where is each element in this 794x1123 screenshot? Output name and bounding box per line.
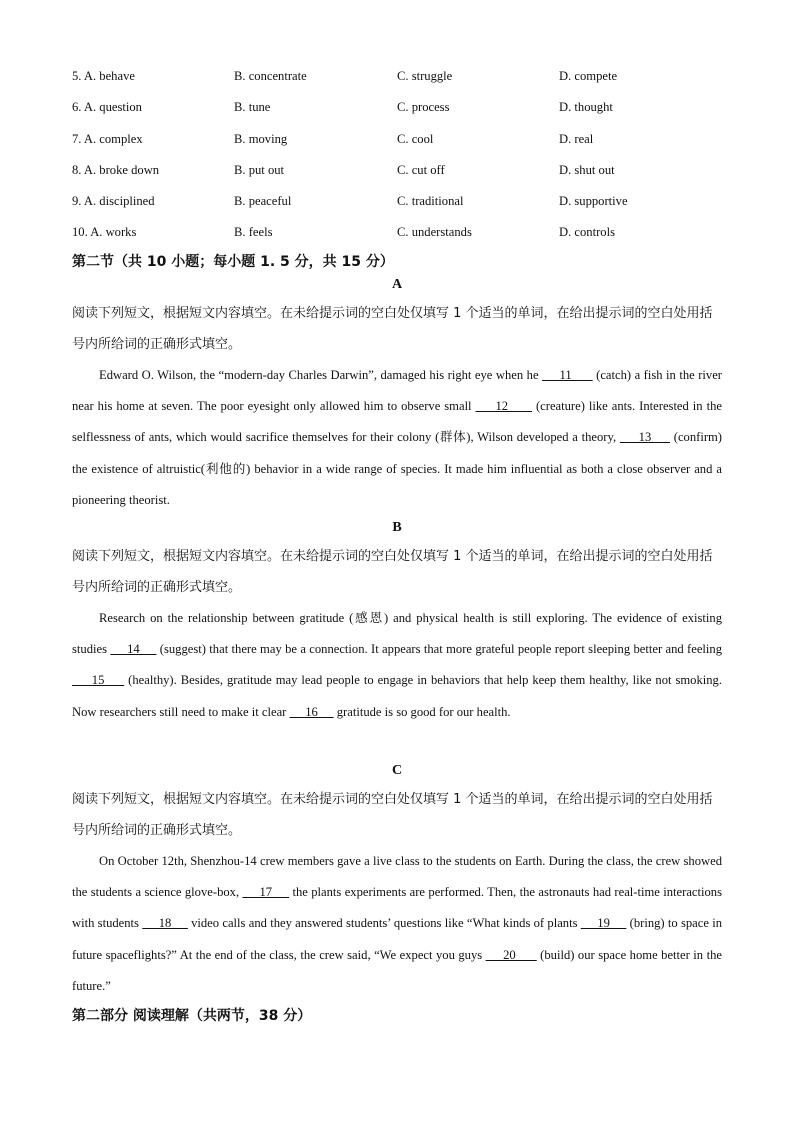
- passage-text: video calls and they answered students’ questions like “What kinds of plants: [187, 916, 581, 931]
- passage-text: On October 12th, Shenzhou-14 crew members gave a live class to the students on Earth. During the class, the crew showed the students a science glove-box,: [72, 854, 722, 900]
- instruction-c: 阅读下列短文，根据短文内容填空。在未给提示词的空白处仅填写 1 个适当的单词，在给出提示词的空白处用括号内所给词的正确形式填空。: [72, 792, 713, 838]
- blank-12[interactable]: 12: [475, 399, 532, 414]
- blank-20[interactable]: 20: [485, 947, 537, 962]
- blank-17[interactable]: 17: [242, 885, 290, 900]
- option-row-5: [72, 69, 732, 89]
- passage-text: (bring) to space in future spaceflights?” At the end of the class, the crew said, “We expect you guys: [72, 916, 723, 962]
- option-c: C. traditional: [397, 194, 464, 208]
- passage-text: gratitude is so good for our health.: [333, 704, 511, 719]
- option-d: D. controls: [559, 225, 615, 239]
- passage-text: Edward O. Wilson, the “modern-day Charles Darwin”, damaged his right eye when he: [99, 368, 543, 382]
- option-b: B. concentrate: [234, 69, 307, 83]
- blank-19[interactable]: 19: [580, 916, 627, 931]
- blank-13[interactable]: 13: [619, 430, 670, 445]
- passage-text: (confirm) the existence of altruistic(利他的) behavior in a wide range of species. It made him influential as both a close observer and a pioneering theorist.: [72, 430, 723, 507]
- passage-text: (build) our space home better in the future.”: [72, 947, 722, 993]
- instruction-a: 阅读下列短文，根据短文内容填空。在未给提示词的空白处仅填写 1 个适当的单词，在给出提示词的空白处用括号内所给词的正确形式填空。: [72, 306, 713, 352]
- option-row-9: [72, 194, 732, 214]
- option-d: D. compete: [559, 69, 618, 83]
- option-a: 9. A. disciplined: [72, 194, 155, 208]
- passage-c: [72, 846, 722, 1002]
- passage-text: Research on the relationship between gratitude (感恩) and physical health is still exploring. The evidence of existing studies: [72, 611, 722, 657]
- option-a: 8. A. broke down: [72, 163, 160, 177]
- option-c: C. struggle: [397, 69, 453, 83]
- option-c: C. process: [397, 100, 450, 114]
- option-a: 6. A. question: [72, 100, 142, 114]
- passage-a: [72, 360, 722, 516]
- option-d: D. real: [559, 132, 594, 146]
- option-b: B. moving: [234, 132, 288, 146]
- option-b: B. put out: [234, 163, 285, 177]
- passage-a-heading: A: [391, 277, 403, 292]
- option-row-10: [72, 225, 732, 245]
- passage-text: the plants experiments are performed. Then, the astronauts had real-time interactions with students: [72, 885, 723, 931]
- option-row-7: [72, 132, 732, 152]
- blank-15[interactable]: 15: [72, 673, 125, 688]
- blank-11[interactable]: 11: [542, 368, 593, 382]
- option-b: B. feels: [234, 225, 273, 239]
- blank-16[interactable]: 16: [289, 704, 334, 719]
- blank-18[interactable]: 18: [142, 916, 188, 931]
- part-title: 第二部分 阅读理解（共两节，38 分）: [72, 1008, 312, 1024]
- option-c: C. cool: [397, 132, 434, 146]
- option-c: C. cut off: [397, 163, 445, 177]
- passage-b-heading: B: [392, 520, 402, 535]
- option-a: 5. A. behave: [72, 69, 135, 83]
- blank-14[interactable]: 14: [110, 642, 157, 657]
- option-row-8: [72, 163, 732, 183]
- option-c: C. understands: [397, 225, 472, 239]
- passage-text: (catch) a fish in the river near his home at seven. The poor eyesight only allowed him to observe small: [72, 368, 723, 414]
- option-d: D. shut out: [559, 163, 615, 177]
- option-a: 10. A. works: [72, 225, 137, 239]
- option-b: B. tune: [234, 100, 271, 114]
- section-title: 第二节（共 10 小题；每小题 1. 5 分，共 15 分）: [72, 254, 394, 270]
- option-row-6: [72, 100, 732, 120]
- option-d: D. thought: [559, 100, 613, 114]
- option-a: 7. A. complex: [72, 132, 143, 146]
- passage-text: (healthy). Besides, gratitude may lead people to engage in behaviors that help keep them healthy, like not smoking. Now researchers still need to make it clear: [72, 673, 723, 719]
- passage-b: [72, 603, 722, 728]
- passage-text: (suggest) that there may be a connection. It appears that more grateful people report sleeping better and feeling: [156, 642, 723, 657]
- instruction-b: 阅读下列短文，根据短文内容填空。在未给提示词的空白处仅填写 1 个适当的单词，在给出提示词的空白处用括号内所给词的正确形式填空。: [72, 549, 713, 595]
- option-b: B. peaceful: [234, 194, 292, 208]
- passage-c-heading: C: [391, 763, 403, 778]
- option-d: D. supportive: [559, 194, 628, 208]
- passage-text: (creature) like ants. Interested in the selflessness of ants, which would sacrifice themselves for their colony (群体), Wilson developed a theory,: [72, 399, 722, 445]
